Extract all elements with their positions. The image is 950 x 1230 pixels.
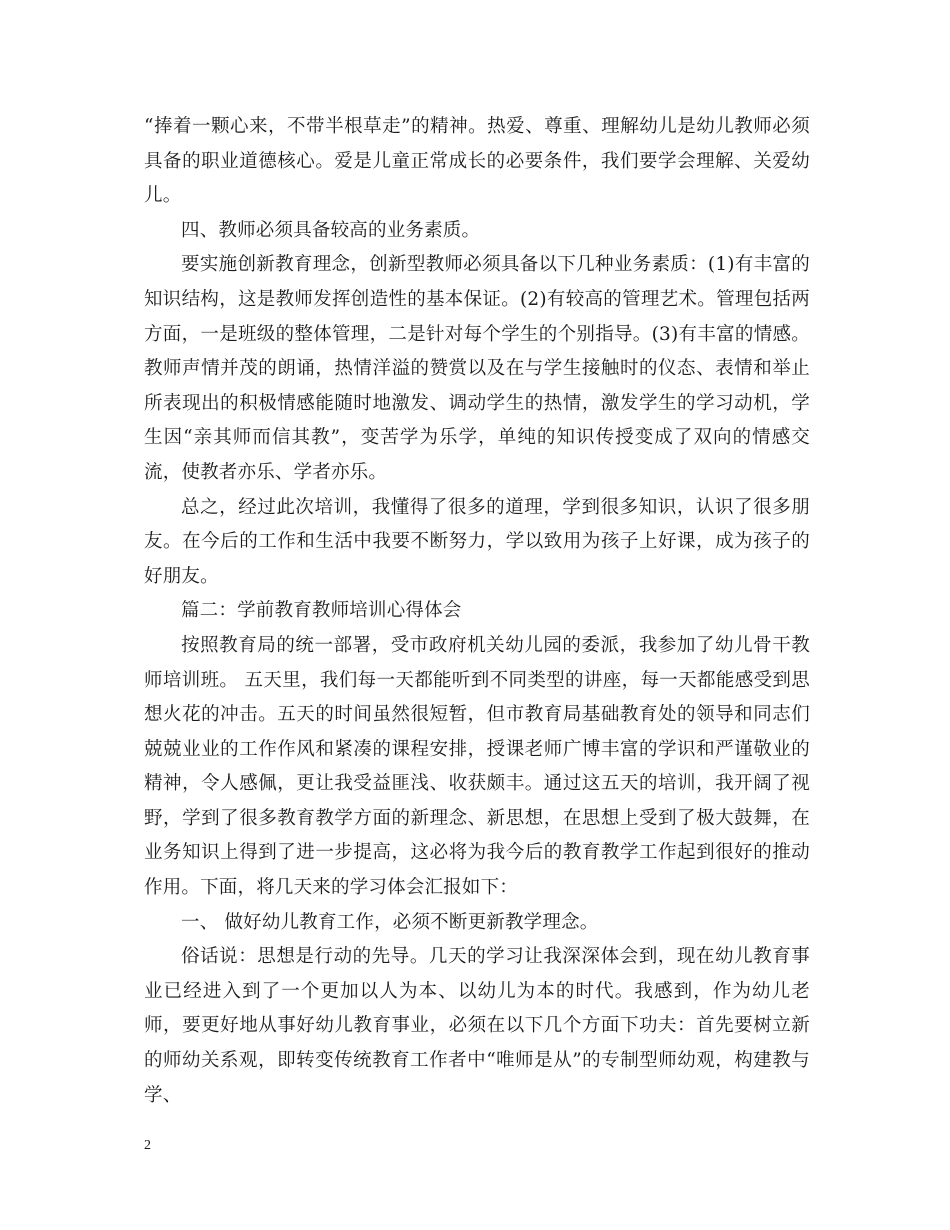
paragraph-8: 俗话说：思想是行动的先导。几天的学习让我深深体会到，现在幼儿教育事业已经进入到了一个更加以人为本、以幼儿为本的时代。我感到，作为幼儿老师，要更好地从事好幼儿教育事业，必须在以下几个方面下功夫：首先要树立新的师幼关系观，即转变传统教育工作者中“唯师是从”的专制型师幼观，构建教与学、 (144, 946, 810, 1106)
paragraph-3: 要实施创新教育理念，创新型教师必须具备以下几种业务素质：(1)有丰富的知识结构，这是教师发挥创造性的基本保证。(2)有较高的管理艺术。管理包括两方面，一是班级的整体管理，二是针对每个学生的个别指导。(3)有丰富的情感。教师声情并茂的朗诵，热情洋溢的赞赏以及在与学生接触时的仪态、表情和举止所表现出的积极情感能随时地激发、调动学生的热情，激发学生的学习动机，学生因“亲其师而信其教”，变苦学为乐学，单纯的知识传授变成了双向的情感交流，使教者亦乐、学者亦乐。 (144, 254, 810, 483)
section-heading: 篇二：学前教育教师培训心得体会 (181, 600, 462, 622)
paragraph-6: 按照教育局的统一部署，受市政府机关幼儿园的委派，我参加了幼儿骨干教师培训班。 五天里，我们每一天都能听到不同类型的讲座，每一天都能感受到思想火花的冲击。五天的时间虽然很短暂，但市教育局基础教育处的领导和同志们兢兢业业的工作作风和紧凑的课程安排，授课老师广博丰富的学识和严谨敬业的精神，令人感佩，更让我受益匪浅、收获颇丰。通过这五天的培训，我开阔了视野，学到了很多教育教学方面的新理念、新思想，在思想上受到了极大鼓舞，在业务知识上得到了进一步提高，这必将为我今后的教育教学工作起到很好的推动作用。下面，将几天来的学习体会汇报如下： (144, 634, 810, 899)
paragraph-7: 一、 做好幼儿教育工作，必须不断更新教学理念。 (181, 911, 599, 933)
paragraph-1: “捧着一颗心来，不带半根草走”的精神。热爱、尊重、理解幼儿是幼儿教师必须具备的职业道德核心。爱是儿童正常成长的必要条件，我们要学会理解、关爱幼儿。 (144, 116, 810, 207)
document-body (144, 110, 810, 1113)
paragraph-4: 总之，经过此次培训，我懂得了很多的道理，学到很多知识，认识了很多朋友。在今后的工作和生活中我要不断努力，学以致用为孩子上好课，成为孩子的好朋友。 (144, 496, 810, 587)
paragraph-2: 四、教师必须具备较高的业务素质。 (181, 219, 481, 241)
page-number: 2 (144, 1138, 151, 1153)
